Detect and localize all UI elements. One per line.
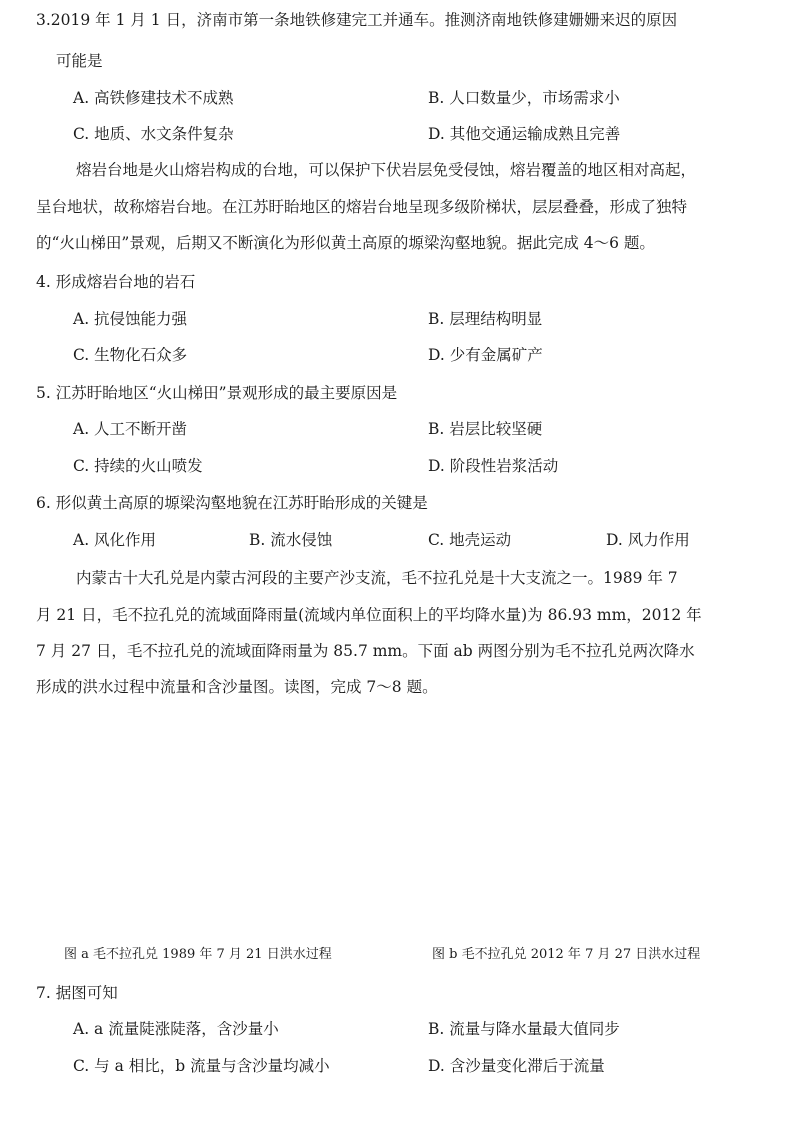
passage2-line1: 内蒙古十大孔兑是内蒙古河段的主要产沙支流，毛不拉孔兑是十大支流之一。1989 年 7 (76, 569, 678, 587)
passage1-line2: 呈台地状，故称熔岩台地。在江苏盱眙地区的熔岩台地呈现多级阶梯状，层层叠叠，形成了独特 (36, 198, 688, 216)
q5-option-b[interactable]: B. 岩层比较坚硬 (428, 420, 543, 438)
passage1-line1: 熔岩台地是火山熔岩构成的台地，可以保护下伏岩层免受侵蚀，熔岩覆盖的地区相对高起， (76, 161, 697, 179)
q7-option-d[interactable]: D. 含沙量变化滞后于流量 (428, 1057, 605, 1075)
q3-option-c[interactable]: C. 地质、水文条件复杂 (73, 125, 234, 143)
q4-option-d[interactable]: D. 少有金属矿产 (428, 346, 543, 364)
figure-area (60, 712, 750, 937)
q6-option-c[interactable]: C. 地壳运动 (428, 531, 512, 549)
passage1-line3: 的“火山梯田”景观，后期又不断演化为形似黄土高原的塬梁沟壑地貌。据此完成 4～6 题。 (36, 234, 655, 252)
q3-option-b[interactable]: B. 人口数量少，市场需求小 (428, 89, 620, 107)
q7-option-a[interactable]: A. a 流量陡涨陡落，含沙量小 (73, 1020, 279, 1038)
q6-option-a[interactable]: A. 风化作用 (73, 531, 157, 549)
q3-option-a[interactable]: A. 高铁修建技术不成熟 (73, 89, 234, 107)
q3-option-d[interactable]: D. 其他交通运输成熟且完善 (428, 125, 621, 143)
figure-a-caption: 图 a 毛不拉孔兑 1989 年 7 月 21 日洪水过程 (64, 947, 332, 962)
q3-stem-line1: 3.2019 年 1 月 1 日，济南市第一条地铁修建完工并通车。推测济南地铁修建姗姗来迟的原因 (36, 11, 678, 29)
q5-option-c[interactable]: C. 持续的火山喷发 (73, 457, 203, 475)
figure-b-caption: 图 b 毛不拉孔兑 2012 年 7 月 27 日洪水过程 (432, 947, 701, 962)
q6-stem: 6. 形似黄土高原的塬梁沟壑地貌在江苏盱眙形成的关键是 (36, 494, 428, 512)
q6-option-b[interactable]: B. 流水侵蚀 (249, 531, 333, 549)
passage2-line4: 形成的洪水过程中流量和含沙量图。读图，完成 7～8 题。 (36, 678, 438, 696)
q7-stem: 7. 据图可知 (36, 984, 118, 1002)
q7-option-b[interactable]: B. 流量与降水量最大值同步 (428, 1020, 620, 1038)
q4-stem: 4. 形成熔岩台地的岩石 (36, 273, 196, 291)
passage2-line2: 月 21 日，毛不拉孔兑的流域面降雨量(流域内单位面积上的平均降水量)为 86.93 mm，2012 年 (36, 606, 702, 624)
q4-option-a[interactable]: A. 抗侵蚀能力强 (73, 310, 188, 328)
q3-stem-line2: 可能是 (56, 52, 103, 70)
passage2-line3: 7 月 27 日，毛不拉孔兑的流域面降雨量为 85.7 mm。下面 ab 两图分别为毛不拉孔兑两次降水 (36, 642, 695, 660)
q5-option-a[interactable]: A. 人工不断开凿 (73, 420, 188, 438)
q4-option-c[interactable]: C. 生物化石众多 (73, 346, 188, 364)
q7-option-c[interactable]: C. 与 a 相比，b 流量与含沙量均减小 (73, 1057, 330, 1075)
q5-stem: 5. 江苏盱眙地区“火山梯田”景观形成的最主要原因是 (36, 384, 398, 402)
q4-option-b[interactable]: B. 层理结构明显 (428, 310, 543, 328)
q5-option-d[interactable]: D. 阶段性岩浆活动 (428, 457, 559, 475)
q6-option-d[interactable]: D. 风力作用 (606, 531, 690, 549)
